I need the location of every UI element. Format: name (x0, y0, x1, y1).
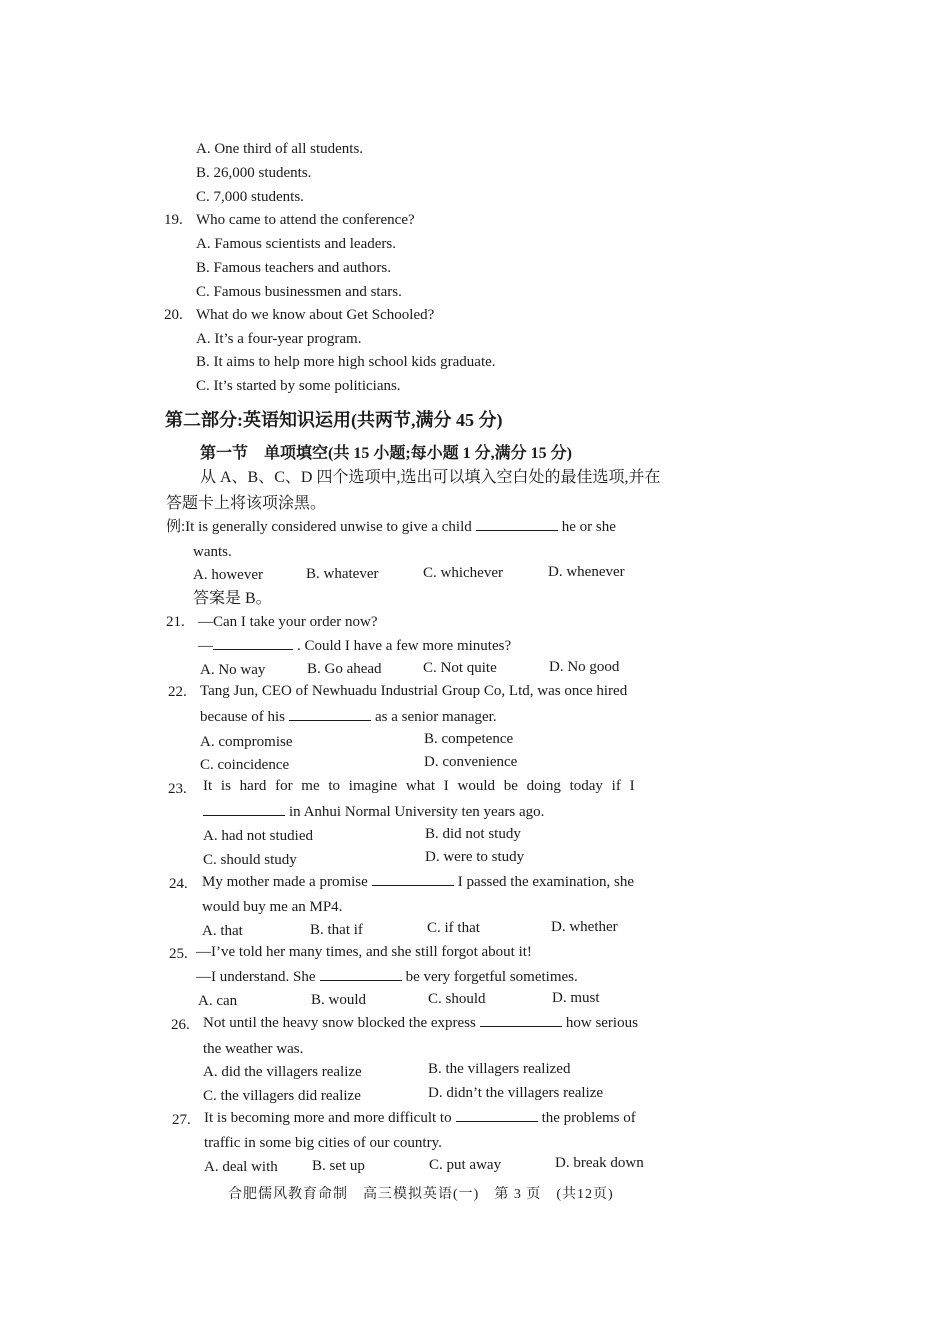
q25-number: 25. (169, 946, 188, 962)
q22-option-c: C. coincidence (200, 757, 290, 773)
part2-title: 第二部分:英语知识运用(共两节,满分 45 分) (165, 410, 503, 430)
q26-line-1-before: Not until the heavy snow blocked the express (203, 1015, 476, 1031)
q27-option-d: D. break down (555, 1155, 644, 1171)
q27-line-2: traffic in some big cities of our country. (204, 1135, 442, 1151)
instructions-line-2: 答题卡上将该项涂黑。 (166, 495, 327, 512)
q20-stem: What do we know about Get Schooled? (196, 307, 435, 323)
q22-blank (289, 706, 371, 721)
q20-option-a: A. It’s a four-year program. (196, 331, 362, 347)
q25-line-1: —I’ve told her many times, and she still forgot about it! (196, 944, 532, 960)
q26-line-2: the weather was. (203, 1041, 304, 1057)
q19-number: 19. (164, 212, 183, 228)
q25-line-2-before: —I understand. She (196, 969, 316, 985)
q25-option-b: B. would (311, 992, 367, 1008)
q24-option-c: C. if that (427, 920, 480, 936)
q20-option-b: B. It aims to help more high school kids graduate. (196, 354, 496, 370)
q23-option-c: C. should study (203, 852, 297, 868)
q19-option-b: B. Famous teachers and authors. (196, 260, 391, 276)
example-line-1 (166, 516, 616, 537)
instructions-line-1: 从 A、B、C、D 四个选项中,选出可以填入空白处的最佳选项,并在 (200, 469, 661, 486)
q22-line-2 (200, 706, 497, 727)
q24-option-b: B. that if (310, 922, 363, 938)
q23-option-d: D. were to study (425, 849, 525, 865)
example-option-c: C. whichever (423, 565, 503, 581)
q23-line-2 (203, 801, 544, 822)
q21-option-a: A. No way (200, 662, 266, 678)
example-option-b: B. whatever (306, 566, 379, 582)
q21-option-c: C. Not quite (423, 660, 497, 676)
q26-option-c: C. the villagers did realize (203, 1088, 361, 1104)
q18-option-b: B. 26,000 students. (196, 165, 312, 181)
q26-line-1 (203, 1012, 638, 1033)
q26-option-d: D. didn’t the villagers realize (428, 1085, 604, 1101)
q24-blank (372, 871, 454, 886)
q23-option-b: B. did not study (425, 826, 521, 842)
q21-option-d: D. No good (549, 659, 620, 675)
q22-number: 22. (168, 684, 187, 700)
q18-option-c: C. 7,000 students. (196, 189, 304, 205)
q19-option-c: C. Famous businessmen and stars. (196, 284, 402, 300)
q24-line-1-before: My mother made a promise (202, 874, 368, 890)
q21-option-b: B. Go ahead (307, 661, 382, 677)
page-footer: 合肥儒风教育命制 高三模拟英语(一) 第 3 页 (共12页) (228, 1187, 614, 1202)
q20-option-c: C. It’s started by some politicians. (196, 378, 401, 394)
q25-option-d: D. must (552, 990, 600, 1006)
q23-number: 23. (168, 781, 187, 797)
q25-line-2 (196, 966, 578, 987)
q21-dash: — (198, 638, 213, 654)
q26-option-a: A. did the villagers realize (203, 1064, 362, 1080)
q25-option-a: A. can (198, 993, 238, 1009)
example-option-d: D. whenever (548, 564, 625, 580)
q18-option-a: A. One third of all students. (196, 141, 364, 157)
q26-number: 26. (171, 1017, 190, 1033)
q24-line-2: would buy me an MP4. (202, 899, 343, 915)
q27-option-c: C. put away (429, 1157, 502, 1173)
q27-option-a: A. deal with (204, 1159, 278, 1175)
q22-line-1: Tang Jun, CEO of Newhuadu Industrial Group Co, Ltd, was once hired (200, 683, 628, 699)
example-text-after: he or she (561, 519, 616, 535)
section1-title: 第一节 单项填空(共 15 小题;每小题 1 分,满分 15 分) (200, 445, 572, 462)
q21-blank (213, 635, 293, 650)
q24-number: 24. (169, 876, 188, 892)
q27-line-1-after: the problems of (541, 1110, 636, 1126)
q25-blank (320, 966, 402, 981)
q22-option-a: A. compromise (200, 734, 293, 750)
q26-line-1-after: how serious (565, 1015, 638, 1031)
q23-line-2-after: in Anhui Normal University ten years ago. (289, 804, 545, 820)
q22-option-b: B. competence (424, 731, 514, 747)
q24-option-d: D. whether (551, 919, 618, 935)
q27-line-1 (204, 1107, 636, 1128)
example-answer: 答案是 B。 (193, 590, 272, 607)
q19-option-a: A. Famous scientists and leaders. (196, 236, 396, 252)
q25-line-2-after: be very forgetful sometimes. (405, 969, 578, 985)
q27-option-b: B. set up (312, 1158, 365, 1174)
q27-line-1-before: It is becoming more and more difficult to (204, 1110, 452, 1126)
q21-line-2-after: . Could I have a few more minutes? (297, 638, 512, 654)
q25-option-c: C. should (428, 991, 486, 1007)
q27-blank (456, 1107, 538, 1122)
q21-number: 21. (166, 614, 185, 630)
q23-option-a: A. had not studied (203, 828, 313, 844)
q20-number: 20. (164, 307, 183, 323)
q19-stem: Who came to attend the conference? (196, 212, 415, 228)
example-blank (476, 516, 558, 531)
example-option-a: A. however (193, 567, 263, 583)
example-text-before: It is generally considered unwise to give a child (185, 519, 472, 535)
q21-line-2 (198, 635, 511, 656)
q24-line-1 (202, 871, 634, 892)
example-prefix: 例: (166, 519, 186, 535)
q22-line-2-after: as a senior manager. (374, 709, 497, 725)
example-line-2: wants. (193, 544, 232, 560)
q26-blank (480, 1012, 562, 1027)
q21-line-1: —Can I take your order now? (198, 614, 378, 630)
q26-option-b: B. the villagers realized (428, 1061, 571, 1077)
q24-line-1-after: I passed the examination, she (457, 874, 634, 890)
q27-number: 27. (172, 1112, 191, 1128)
q22-option-d: D. convenience (424, 754, 518, 770)
q23-line-1: It is hard for me to imagine what I would be doing today if I (203, 778, 635, 794)
q22-line-2-before: because of his (200, 709, 285, 725)
q24-option-a: A. that (202, 923, 243, 939)
q23-blank (203, 801, 285, 816)
